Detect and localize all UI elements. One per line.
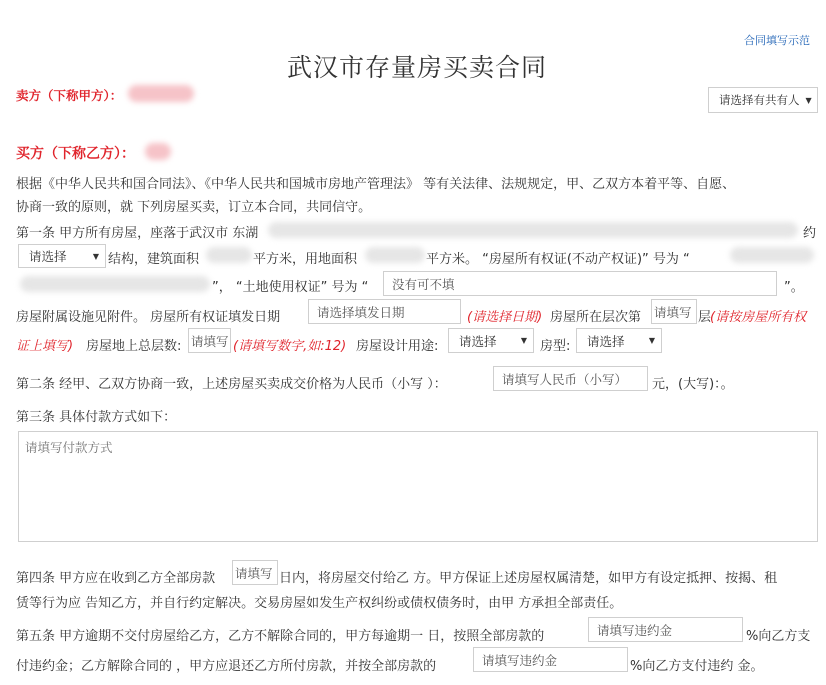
chevron-down-icon: ▼ xyxy=(805,95,812,105)
type-select-value: 请选择 xyxy=(587,333,625,349)
article1-floor-text: 房屋所在层次第 xyxy=(550,310,642,325)
penalty-placeholder-1: 请填写违约金 xyxy=(597,622,673,638)
article1-type-text: 房型: xyxy=(540,339,571,354)
article4-line-2: 赁等行为应 告知乙方，并自行约定解决。交易房屋如发生产权纠纷或债权债务时，由甲 方承担全部责任。 xyxy=(16,596,623,611)
land-cert-value: 没有可不填 xyxy=(392,276,455,292)
article5-line-2b: %向乙方支付违约 金。 xyxy=(630,659,764,674)
article1-cert-text: 平方米。 “房屋所有权证(不动产权证)” 号为 “ xyxy=(426,252,690,267)
payment-method-textarea[interactable] xyxy=(18,431,818,542)
article1-line-1-end: 约 xyxy=(803,226,817,241)
article5-line-1a: 第五条 甲方逾期不交付房屋给乙方，乙方不解除合同的，甲方每逾期一 日，按照全部房款的 xyxy=(16,629,545,644)
preamble-line-1: 根据《中华人民共和国合同法》、《中华人民共和国城市房地产管理法》 等有关法律、法规规定，甲、乙双方本着平等、自愿、 xyxy=(16,177,736,192)
land-cert-input[interactable] xyxy=(383,271,777,296)
land-area-redacted xyxy=(365,247,425,263)
structure-select[interactable] xyxy=(18,244,106,268)
usage-select-value: 请选择 xyxy=(459,333,497,349)
article1-area-text: 平方米，用地面积 xyxy=(253,252,358,267)
seller-label: 卖方（下称甲方）： xyxy=(16,88,123,103)
article1-total-floor-text: 房屋地上总层数: xyxy=(86,339,182,354)
article3-title: 第三条 具体付款方式如下： xyxy=(16,410,177,425)
article1-usage-text: 房屋设计用途: xyxy=(356,339,439,354)
total-floor-placeholder: 请填写 xyxy=(191,333,229,349)
floor-input[interactable] xyxy=(651,299,697,324)
floor-placeholder: 请填写 xyxy=(654,304,692,320)
coowner-select-value: 请选择有共有人 xyxy=(719,93,800,107)
article5-line-2a: 付违约金；乙方解除合同的 ，甲方应退还乙方所付房款，并按全部房款的 xyxy=(16,659,437,674)
penalty-placeholder-2: 请填写违约金 xyxy=(482,652,558,668)
example-link[interactable]: 合同填写示范 xyxy=(744,34,810,47)
article5-line-1b: %向乙方支 xyxy=(746,629,811,644)
type-select[interactable] xyxy=(576,328,662,353)
building-area-redacted xyxy=(206,247,252,263)
article1-line-3-end: ”。 xyxy=(784,280,804,295)
floor-hint-a: (请按房屋所有权 xyxy=(710,310,807,325)
property-cert-redacted-2 xyxy=(20,276,210,292)
page-title: 武汉市存量房买卖合同 xyxy=(287,53,548,82)
issue-date-input[interactable] xyxy=(308,299,461,324)
article1-structure-text: 结构，建筑面积 xyxy=(108,252,200,267)
structure-select-value: 请选择 xyxy=(29,249,67,264)
article2-text-b: 元，(大写)：。 xyxy=(652,377,734,392)
issue-date-placeholder: 请选择填发日期 xyxy=(317,304,405,320)
total-floor-hint: (请填写数字,如:12) xyxy=(233,339,347,354)
buyer-label: 买方（下称乙方）： xyxy=(16,146,135,162)
address-redacted xyxy=(268,222,798,238)
delivery-days-placeholder: 请填写 xyxy=(235,565,273,581)
chevron-down-icon: ▼ xyxy=(92,251,99,261)
article1-line-1: 第一条 甲方所有房屋，座落于武汉市 东湖 xyxy=(16,226,259,241)
article4-line-1a: 第四条 甲方应在收到乙方全部房款 xyxy=(16,571,216,586)
usage-select[interactable] xyxy=(448,328,534,353)
coowner-select[interactable] xyxy=(708,87,818,113)
article4-line-1b: 日内，将房屋交付给乙 方。甲方保证上述房屋权属清楚，如甲方有设定抵押、按揭、租 xyxy=(279,571,778,586)
seller-name-redacted xyxy=(128,85,194,102)
floor-suffix: 层 xyxy=(698,310,712,325)
floor-hint-b: 证上填写) xyxy=(16,339,74,354)
penalty-input-2[interactable] xyxy=(473,647,628,672)
total-floor-input[interactable] xyxy=(188,328,231,353)
chevron-down-icon: ▼ xyxy=(648,336,655,345)
date-hint: (请选择日期) xyxy=(467,310,543,325)
preamble-line-2: 协商一致的原则，就 下列房屋买卖，订立本合同，共同信守。 xyxy=(16,200,372,215)
penalty-input-1[interactable] xyxy=(588,617,743,642)
buyer-name-redacted xyxy=(145,143,171,160)
article1-land-cert-text: ”， “土地使用权证” 号为 “ xyxy=(212,280,369,295)
chevron-down-icon: ▼ xyxy=(520,336,527,345)
article2-text-a: 第二条 经甲、乙双方协商一致，上述房屋买卖成交价格为人民币（小写 ）： xyxy=(16,377,447,392)
price-input[interactable] xyxy=(493,366,648,391)
delivery-days-input[interactable] xyxy=(232,560,278,585)
price-placeholder: 请填写人民币（小写） xyxy=(502,371,628,387)
article1-attach-text: 房屋附属设施见附件。 房屋所有权证填发日期 xyxy=(16,310,281,325)
property-cert-redacted xyxy=(730,247,814,263)
